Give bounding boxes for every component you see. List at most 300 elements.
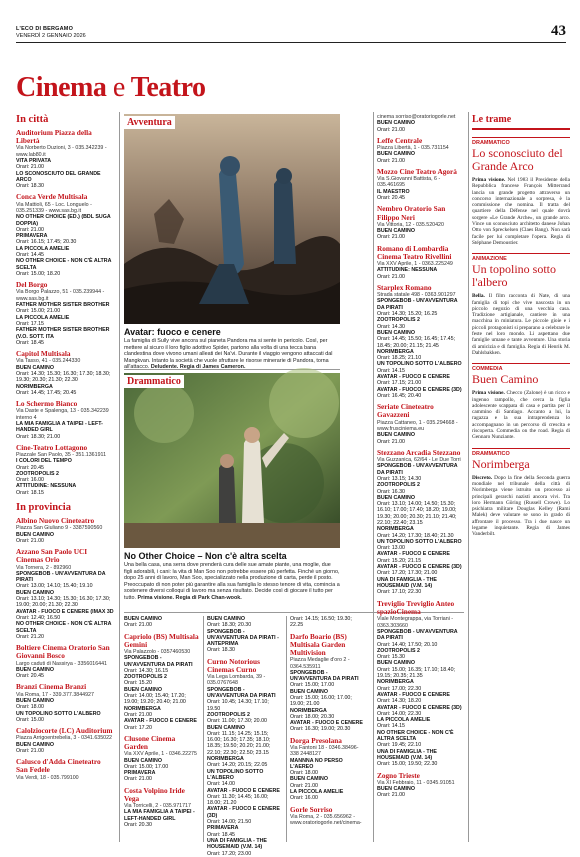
showtimes: Orari: 13.10; 14.00; 14.50; 15.30; 16.10; 17.00; 17.40; 18.20; 19.00; 19.30; 20.00; 20.30; 21.10; 21.40; 22.10; 22.40; 23.15 [377,501,457,526]
trama-film-title: Norimberga [472,456,530,471]
showtimes: Orari: 11.00; 17.30; 20.00 [207,718,267,725]
film-title: BUEN CAMINO [377,151,415,158]
showtimes: Orari: 17.20 [124,724,152,731]
showtimes: Orari: 14.30; 15.30; 16.30; 17.30; 18.30; 19.30; 20.30; 21.30; 22.30 [16,370,111,384]
film-title: BUEN CAMINO [290,688,328,695]
venue-name: Lo Schermo Bianco [16,399,78,409]
film-title: NORIMBERGA [377,526,414,533]
showtimes: Orari: 21.00 [124,711,152,718]
film-title: AVATAR - FUOCO E CENERE (IMAX 3D [16,608,114,615]
venue-address: Piazza Medaglie d'oro 2 - 0364.535911 [290,657,350,670]
venue-address: Via Torricelli, 2 - 035.971717 [124,803,191,810]
film-title: ATTITUDINE: NESSUNA [377,267,438,274]
venue-conca-verde-multisala [16,193,114,277]
venue-dorga-presolana [290,737,366,802]
venue-address: Via Roma, 17 - 339.377.3844927 [16,691,94,698]
film-title: BUEN CAMINO [207,616,245,622]
film-title: AVATAR - FUOCO E CENERE (3D) [377,564,462,571]
venues-col5 [377,114,465,596]
avventura-credit: Deludente. Regia di James Cameron. [150,364,246,370]
le-trame-heading: Le trame [472,114,570,130]
venue-name: Gorle Sorriso [290,804,333,814]
trama-synopsis [472,293,570,356]
venue-address: Via Vittoria, 12 - 035.520420 [377,221,444,228]
trama-text: Dopo la fine della Seconda guerra mondiale nel tribunale della città di Norimberga viene istruito un processo ai principali gerarchi nazisti ancora vivi. Tra loro Hermann Göring (Russell Crowe). Lo psichiatra militare Douglas Kelley (Rami Malek) deve valutare se sono in grado di affrontare il processo. Tra i due nasce un legame inquietante. Regia di James Vanderbilt. [472,474,570,538]
venue-name: Dorga Presolana [290,735,342,745]
venue-address: Via XI Febbraio, 11 - 0345.91051 [377,779,455,786]
venue-venue [290,616,366,629]
venue-branzi-cinema-branzi [16,683,114,723]
film-title: BUEN CAMINO [16,666,54,673]
showtimes: Orari: 14.15 [377,723,405,730]
venue-name: Azzano San Paolo UCI Cinemas Orio [16,547,88,565]
film-title: AVATAR - FUOCO E CENERE (3D) [207,806,280,819]
film-title: NO OTHER CHOICE - NON C'È ALTRA SCELTA [16,258,112,271]
film-title: SPONGEBOB - UN'AVVENTURA DA PIRATI [377,629,458,642]
venue-address: Via Tasso, 41 - 035.244330 [16,358,81,365]
issue-date: VENERDÌ 2 GENNAIO 2026 [16,32,86,39]
section-title-cinema: Cinema [16,72,107,103]
showtimes: Orari: 21.00 [377,792,405,799]
showtimes: Orari: 18.30 [207,647,235,654]
venue-address: Via Norberto Duzioni, 3 - 035.342239 - www.lab80.it [16,145,107,158]
venue-venue [377,114,465,133]
showtimes: Orari: 18.25; 21.10 [377,355,422,362]
showtimes: Orari: 17.20; 23.00 [207,850,252,857]
venue-romano-di-lombardia-cinema-teatro-rivellini [377,245,465,280]
film-title: VITA PRIVATA [16,158,52,164]
venue-boltiere-cinema-oratorio-san-giovanni-bosco [16,644,114,679]
film-title: ZOOTROPOLIS 2 [377,317,420,324]
showtimes: Orari: 17.10; 22.30 [377,589,422,596]
venue-nembro-oratorio-san-filippo-neri [377,205,465,240]
showtimes: Orari: 14.30; 18.20 [377,698,422,705]
film-title: NO OTHER CHOICE (ED.) (BDL SUGA DOPPIA) [16,214,111,227]
showtimes: Orari: 21.00 [124,622,152,629]
venue-address: Via Palazzolo - 0357460530 [124,649,191,655]
film-title: LA PICCOLA AMELIE [377,717,431,724]
showtimes: Orari: 14.00; 22.30 [377,710,422,717]
venue-name: Albino Nuovo Cineteatro [16,516,95,526]
trama-synopsis [472,475,570,538]
showtimes: Orari: 14.45; 17.45; 20.45 [16,389,77,396]
showtimes: Orari: 13.00 [377,545,405,552]
listings-column-6 [377,600,465,842]
trama-genre: DRAMMATICO [472,137,570,146]
showtimes: Orari: 14.00; 15.40; 17.20; 19.00; 19.20; 20.40; 21.00 [124,693,186,706]
drammatico-credit: Prima visione. Regia di Park Chan-wook. [137,594,242,601]
showtimes: Orari: 11.30; 14.45; 16.00; 18.00; 21.20 [207,793,269,807]
film-title: UNA DI FAMIGLIA - THE HOUSEMAID (V.M. 14) [207,837,267,851]
showtimes: Orari: 18.00 [290,770,318,777]
film-title: SPONGEBOB - UN'AVVENTURA DA PIRATI [377,298,458,311]
film-title: BUEN CAMINO [124,616,162,622]
film-title: UN TOPOLINO SOTTO L'ALBERO [207,768,264,781]
film-title: LO SCONOSCIUTO DEL GRANDE ARCO [16,170,101,183]
venues-col4 [290,616,366,826]
drammatico-synopsis-text: Una bella casa, una serra dove prenderà cura delle sue amate piante, una moglie, due figli adorabili, i cani: la vita di Man Soo non potrebbe essere più perfetta. Finché un giorno, dopo 25 anni di lavoro, Man Soo, specializzato nella produzione di carta, perde il posto. Preoccupato di non poter più garantire alla sua famiglia lo stesso tenore di vita, comincia a sostenere diversi colloqui di lavoro ma senza risultato. Decide così di giocare il tutto per tutto. [124,562,340,601]
venue-address: Via S.Giovanni Battista, 6 - 035.461695 [377,176,441,189]
film-title: PRIMAVERA [16,233,48,240]
showtimes: Orari: 21.00 [377,234,405,241]
showtimes: Orari: 14.30 [377,323,405,330]
heading-in-citta: In città [16,114,49,125]
showtimes: Orari: 18.45 [207,831,235,838]
venue-name: Calusco d'Adda Cineteatro San Fedele [16,757,101,775]
venue-name: Romano di Lombardia Cinema Teatro Rivellini [377,243,452,261]
showtimes: Orari: 20.45 [16,464,44,471]
film-title: UN TOPOLINO SOTTO L'ALBERO [16,710,101,717]
showtimes: Orari: 14.40; 17.50; 20.10 [377,641,438,648]
masthead [16,26,86,39]
showtimes: Orari: 14.30; 15.20; 16.25 [377,311,438,318]
film-title: BUEN CAMINO [377,228,415,235]
showtimes: Orari: 15.00; 21.00 [16,308,61,315]
venue-address: Via XXV Aprile, 1 - 0346.22275 [124,751,197,758]
showtimes: Orari: 15.00; 16.00; 17.00; 19.00; 21.00 [290,694,352,708]
trama-film-title: Un topolino sotto l'albero [472,262,557,290]
venue-stezzano-arcadia-stezzano [377,449,465,596]
film-title: LA MIA FAMIGLIA A TAIPEI - LEFT-HANDED GIRL [124,809,195,822]
trama-text: Checco (Zalone) è un ricco e ingenuo rampollo, che cerca la figlia adolescente scappata di casa e partita per il cammino di Santiago. Accanto a lui, la ragazza e la sua intraprendenza lo accompagnano in un percorso di crescita e riscoperta. Commedia on the road. Regia di Gennaro Nunziante. [472,390,570,441]
film-title: BUEN CAMINO [16,589,54,596]
film-title: IL MAESTRO [377,188,410,195]
venue-name: Stezzano Arcadia Stezzano [377,447,461,457]
showtimes: Orari: 18.00; 20.30 [290,713,335,720]
venue-address: Piazza Arrigoentrebelia, 3 - 0341.635022 [16,735,112,742]
showtimes: Orari: 12.40; 16.50 [16,614,61,621]
showtimes: Orari: 18.30; 21.00 [16,433,61,440]
film-title: UN TOPOLINO SOTTO L'ALBERO [377,361,462,368]
newspaper-brand: L'ECO DI BERGAMO [16,26,74,32]
film-title: NORIMBERGA [290,707,327,714]
showtimes: Orari: 19.45; 22.10 [377,742,422,749]
venue-name: Del Borgo [16,280,48,290]
venue-seriate-cineteatro-gavazzeni [377,403,465,445]
film-title: BUEN CAMINO [207,724,245,731]
film-title: NORIMBERGA [16,383,53,390]
venue-address: Piazzale San Paolo, 35 - 351.1361911 [16,452,107,458]
film-title: ZOOTROPOLIS 2 [124,674,167,681]
venue-name: Cine-Teatro Lottagono [16,442,88,452]
showtimes: Orari: 14.20; 17.30; 18.40; 21.30 [377,532,454,539]
film-title: AVATAR - FUOCO E CENERE [290,720,363,727]
listings-column-4 [290,616,366,842]
listings-column-3 [207,616,283,857]
film-title: BUEN CAMINO [124,686,162,693]
drammatico-film-title: No Other Choice – Non c'è altra scelta [124,551,287,561]
film-title: SPONGEBOB - UN'AVVENTURA DA PIRATI [16,570,106,584]
showtimes: Orari: 21.00 [377,157,405,164]
avatar-image [124,114,340,324]
showtimes: Orari: 21.00 [377,273,405,280]
venue-name: Costa Volpino Iride Vega [124,785,185,803]
showtimes: Orari: 10.45; 14.30; 17.10; 19.50 [207,699,269,712]
column-divider [373,112,374,842]
venue-treviglio-treviglio-anteo-spaziocinema [377,600,465,768]
venue-costa-volpino-iride-vega [124,787,200,829]
film-title: SPONGEBOB - UN'AVVENTURA DA PIRATI [207,686,276,700]
showtimes: Orari: 20.45 [16,673,44,680]
film-title: AVATAR - FUOCO E CENERE [377,374,450,381]
showtimes: Orari: 11.15; 14.25; 15.15; 16.00; 16.30; 17.35; 18.10; 18.35; 19.50; 20.20; 21.00; 22.10; 22.30; 22.50; 23.15 [207,730,271,756]
venue-address: Via Lega Lombarda, 39 - 035.0767648 [207,674,266,687]
showtimes: Orari: 17.00; 22.30 [377,685,422,692]
venue-starplex-romano [377,284,465,399]
venue-del-borgo [16,281,114,346]
column-divider [468,112,469,842]
showtimes: Orari: 20.45 [377,195,405,202]
heading-in-provincia: In provincia [16,502,71,514]
film-title: NORIMBERGA [124,705,161,712]
venue-gorle-sorriso [290,806,366,827]
film-title: ZOOTROPOLIS 2 [377,647,420,654]
venue-clusone-cinema-garden [124,735,200,783]
showtimes: Orari: 14.45; 15.50; 16.45; 17.45; 18.45; 20.00; 21.15; 21.45 [377,336,456,349]
showtimes: Orari: 15.30 [377,654,405,661]
showtimes: Orari: 15.00; 17.00 [290,682,335,689]
venue-address: Largo caduti di Nassirya - 3356016441 [16,660,107,667]
showtimes: Orari: 15.20; 21.15 [377,557,422,564]
film-title: AVATAR - FUOCO E CENERE [207,787,280,794]
venues-col6 [377,600,465,799]
venues-col2 [124,616,200,828]
venue-mozzo-cine-teatro-agora [377,168,465,201]
film-title: NO OTHER CHOICE - NON C'È ALTRA SCELTA [16,621,112,634]
venue-address: Piazza San Giuliano 9 - 3387590560 [16,525,103,532]
showtimes: Orari: 16.00 [290,795,318,802]
film-title: ATTITUDINE: NESSUNA [16,483,77,490]
venue-address: Via Verdi, 18 - 035.799100 [16,774,79,781]
listings-column-1 [16,112,114,842]
film-title: PRIMAVERA [124,770,156,777]
venue-name: Seriate Cineteatro Gavazzeni [377,402,434,420]
section-title-teatro: Teatro [130,72,206,103]
venue-address: cinema sorriso@oratoriogorle.net [377,114,456,120]
showtimes: Orari: 15.00; 16.35; 17.10; 18.40; 19.15; 20.35; 21.35 [377,666,456,680]
trame-items [472,137,570,538]
venue-address: Via Fantoni 18 - 0346.38496-338 2448127 [290,744,359,758]
showtimes: Orari: 21.00 [16,537,44,544]
le-trame-sidebar [472,114,570,538]
showtimes: Orari: 21.00 [377,126,405,133]
venue-name: Leffe Centrale [377,135,423,145]
venue-curno-notorious-cinemas-curno [207,658,283,857]
avventura-synopsis [124,338,340,371]
film-title: ZOOTROPOLIS 2 [16,470,59,477]
showtimes: Orari: 14.15; 16.50; 19.30; 22.25 [290,616,352,629]
showtimes: Orari: 15.00; 19.50; 22.30 [377,761,438,768]
genre-label-drammatico: Drammatico [124,375,184,388]
showtimes: Orari: 13.15; 14.30 [377,475,422,482]
film-title: ZOOTROPOLIS 2 [207,711,250,718]
showtimes: Orari: 18.30; 20.30 [207,622,252,629]
film-title: MANNNA NO PERSO L'AEREO [290,757,343,770]
venue-address: Via Daste e Spalenga, 13 - 035.342239 interno 4 [16,408,109,421]
venue-name: Calolziocorte (LC) Auditorium [16,726,113,736]
venue-calusco-d-adda-cineteatro-san-fedele [16,758,114,781]
section-title [16,72,206,104]
drammatico-synopsis [124,562,340,601]
venue-capriolo-bs-multisala-gemini [124,633,200,731]
trama-film-title: Buen Camino [472,372,539,387]
showtimes: Orari: 16.30; 19.00; 20.30 [290,726,351,733]
venue-address: Via Borgo Palazzo, 51 - 035.239944 - www.sas.bg.it [16,289,105,302]
film-title: LA MIA FAMIGLIA A TAIPEI - LEFT-HANDED GIRL [16,420,103,434]
trama-verdict: Prima visione. [472,177,506,183]
trama-verdict: Prima visione. [472,390,505,397]
film-title: NORIMBERGA [377,348,414,355]
no-other-choice-image [124,373,340,548]
showtimes: Orari: 17.15 [16,320,44,327]
film-title: AVATAR - FUOCO E CENERE (3D) [377,386,462,393]
venue-address: Strada statale 498 - 0363.901297 [377,292,456,299]
film-title: AVATAR - FUOCO E CENERE [377,691,450,698]
trama-genre: COMMEDIA [472,363,570,372]
trama-text: Il film racconta di Nate, di una famiglia di topi che vive nascosta in un piccolo negozio di una vecchia casa. Tradizione artigianale, cantiere in una macchina in miniatura. Le piccole gioie e i piccoli protagonisti si preparano a celebrare le feste nel loro mondo. Li aspettano due famiglie umane e tante avventure. Una storia di amicizia e di famiglia. Regia di Henrik M. Dahlsbakken. [472,293,570,356]
genre-label-avventura: Avventura [124,116,175,129]
showtimes: Orari: 15.20 [124,680,152,687]
venue-zogno-trieste [377,772,465,799]
venue-name: Mozzo Cine Teatro Agorà [377,166,457,176]
venue-venue [124,616,200,629]
venue-name: Conca Verde Multisala [16,192,88,202]
showtimes: Orari: 13.10; 14.30; 15.30; 16.30; 17.30; 19.00; 20.00; 21.30; 22.30 [16,596,111,609]
venue-name: Starplex Romano [377,282,432,292]
film-title: NORIMBERGA [377,679,414,686]
venue-name: Nembro Oratorio San Filippo Neri [377,204,446,222]
showtimes: Orari: 15.00 [16,716,44,723]
venue-darfo-boario-bs-multisala-garden-multivision [290,633,366,733]
listings-column-2 [124,616,200,842]
column-divider [119,112,120,842]
showtimes: Orari: 14.20; 20.15; 22.05 [207,762,268,769]
film-title: ZOOTROPOLIS 2 [377,482,420,489]
avventura-synopsis-text: La famiglia di Sully vive ancora sul pianeta Pandora ma si sente in pericolo. Così, per mettere al sicuro il loro figlio adottivo Spider, partono alla volta di una tecca bana clandestina dove vivono umani alleati dei Na'vi. Durante il viaggio vengono attaccati dal Mangkvan. Intanto la società che vuole sfruttare le risorse minerarie di Pandora, torna all'attacco. [124,338,333,370]
venue-name: Zogno Trieste [377,770,420,780]
avatar-film-still [124,114,340,324]
city-venues [16,129,114,496]
showtimes: Orari: 18.15 [16,489,44,496]
venue-albino-nuovo-cineteatro [16,517,114,544]
film-title: I COLORI DEL TEMPO [16,458,72,465]
showtimes: Orari: 21.00 [377,438,405,445]
film-title: LA PICCOLA AMELIE [290,789,344,796]
showtimes: Orari: 15.00; 18.20 [16,270,61,277]
top-rule [16,42,566,43]
film-title: LA PICCOLA AMELIE [16,314,70,321]
showtimes: Orari: 17.20; 17.30; 21.00 [377,570,438,577]
film-title: UN TOPOLINO SOTTO L'ALBERO [377,538,462,545]
showtimes: Orari: 16.00 [16,477,44,484]
section-title-amp: e [112,72,125,103]
venue-venue [207,616,283,654]
venue-name: Curno Notorious Cinemas Curno [207,656,260,674]
film-title: AVATAR - FUOCO E CENERE [377,551,450,558]
column-divider [203,616,204,842]
trama-verdict: Bella. [472,293,485,300]
venue-address: Via Mattioli, 65 - Loc. Longuelo - 035.251339 - www.sas.bg.it [16,201,92,214]
venue-name: Treviglio Treviglio Anteo spazioCinema [377,599,455,617]
showtimes: Orari: 21.00 [16,164,44,171]
trama-genre: DRAMMATICO [472,448,570,457]
film-title: SPONGEBOB - UN'AVVENTURA DA PIRATI [290,669,359,683]
showtimes: Orari: 14.00 [207,781,235,788]
trama-text: Nel 1983 il Presidente della Repubblica francese François Mitterrand lancia un grande progetto attraverso un concorso internazionale a sorpresa, è la commissione che nomina. Il tratta del quartiere della Défense nel quale dovrà sorgere «Le Grande Arche», un grande arco. Vince un sconosciuto architetto danese Johan Otto von Spreckelsen (Claes Bang). Non sarà facile per lui completare l'opera. Regia di Stéphane Demoustier. [472,177,570,246]
trama-synopsis [472,390,570,440]
showtimes: Orari: 14.00; 21.50 [207,819,252,826]
film-title: BUEN CAMINO [16,697,54,704]
venue-auditorium-piazza-della-liberta [16,129,114,189]
column-divider [286,616,287,842]
showtimes: Orari: 14.30; 16.15 [124,667,169,674]
venue-cine-teatro-lottagono [16,444,114,496]
venue-azzano-san-paolo-uci-cinemas-orio [16,548,114,640]
venue-name: Darfo Boario (BS) Multisala Garden Multivision [290,631,347,657]
venue-address: Piazza Libertà, 1 - 035.731154 [377,145,449,152]
showtimes: Orari: 21.00 [124,776,152,783]
film-title: UNA DI FAMIGLIA - THE HOUSEMAID (V.M. 14) [377,748,437,761]
film-title: AVATAR - FUOCO E CENERE [124,718,197,725]
showtimes: Orari: 14.15 [377,367,405,374]
film-title: BUEN CAMINO [16,364,54,371]
showtimes: Orari: 20.30 [124,822,152,829]
venue-name: Capitol Multisala [16,349,71,359]
film-title: BUEN CAMINO [124,757,162,764]
venue-name: Capriolo (BS) Multisala Gemini [124,631,199,649]
film-title: BUEN CAMINO [377,120,415,127]
showtimes: Orari: 16.30 [377,488,405,495]
film-title: BUEN CAMINO [377,660,415,667]
film-title: BUEN CAMINO [377,432,415,439]
film-title: BUEN CAMINO [377,494,415,501]
film-title: BUEN CAMINO [16,531,54,538]
venue-name: Boltiere Cinema Oratorio San Giovanni Bosco [16,643,110,661]
venue-capitol-multisala [16,350,114,396]
showtimes: Orari: 16.45; 20.40 [377,392,422,399]
trama-synopsis [472,177,570,246]
film-title: BUEN CAMINO [16,741,54,748]
trama-verdict: Discreto. [472,474,493,481]
venue-calolziocorte-lc-auditorium [16,727,114,754]
showtimes: Orari: 18.45 [16,339,44,346]
film-title: SPONGEBOB - UN'AVVENTURA DA PIRATI - ANTEPRIMA [207,628,279,648]
page-number: 43 [551,23,566,39]
venue-address: Viale Montegrappa, via Torriani - 0363.303660 [377,616,454,629]
venue-address: Via Guzzanica, 62/64 - Le Due Torri [377,457,461,464]
showtimes: Orari: 17.15; 21.00 [377,380,422,387]
film-title: SPONGEBOB - UN'AVVENTURA DA PIRATI [377,463,458,476]
showtimes: Orari: 14.45 [16,252,44,259]
no-other-choice-film-still [124,373,340,548]
venue-name: Clusone Cinema Garden [124,733,176,752]
venues-col3 [207,616,283,857]
showtimes: Orari: 15.00; 17.00 [124,763,169,770]
venue-address: Piazza Cattaneo, 1 - 035.294668 - www.frusciniema.eu [377,419,458,432]
film-title: SPONGEBOB - UN'AVVENTURA DA PIRATI [124,655,193,668]
showtimes: Orari: 18.00 [16,704,44,711]
film-title: BUEN CAMINO [377,786,415,793]
venue-name: Branzi Cinema Branzi [16,682,87,692]
film-title: PRIMAVERA [207,825,239,832]
venue-address: Via Tornera, 2 - 892960 [16,564,72,571]
venue-name: Auditorium Piazza della Libertà [16,128,92,146]
showtimes: Orari: 21.20 [16,633,44,640]
venue-leffe-centrale [377,137,465,164]
film-title: FATHER MOTHER SISTER BROTHER (V.O. SOTT. ITA [16,327,110,340]
film-title: BUEN CAMINO [377,329,415,336]
listings-column-5 [377,114,465,600]
